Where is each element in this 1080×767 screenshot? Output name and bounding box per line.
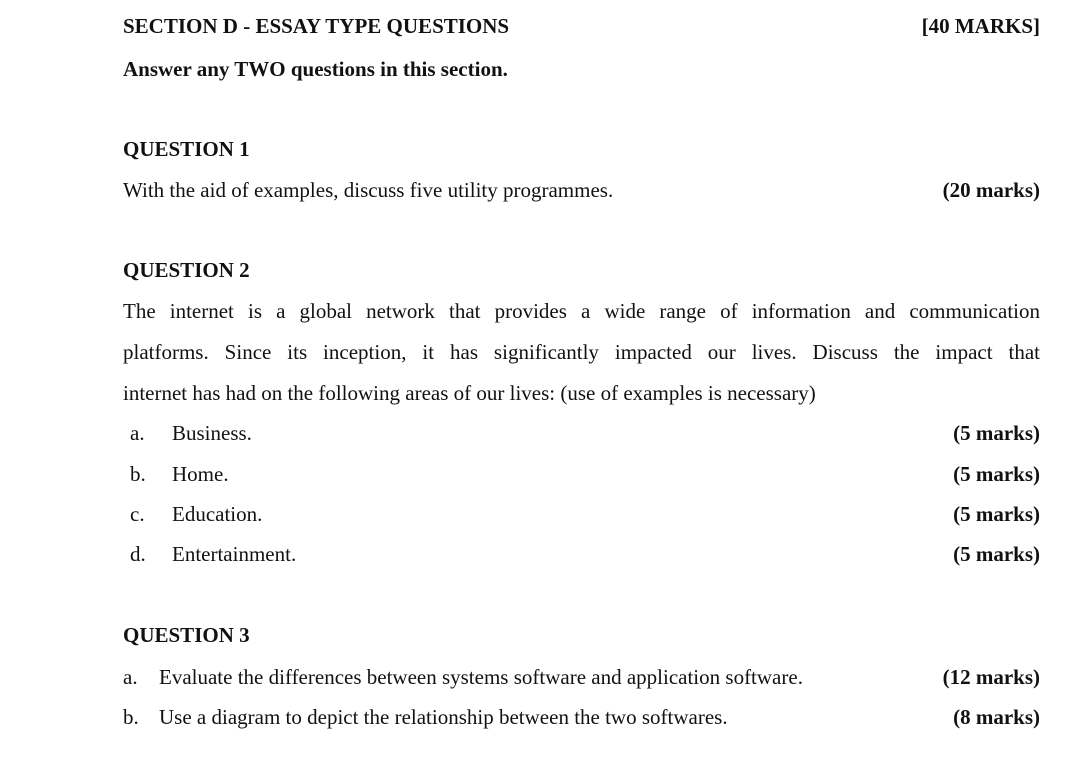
item-letter: c.	[130, 502, 145, 526]
item-letter: b.	[130, 462, 146, 486]
item-text: Entertainment.	[172, 542, 297, 566]
question-2-item-d	[123, 542, 1040, 567]
item-text: Home.	[172, 462, 229, 486]
item-c-left	[123, 502, 262, 527]
question-2-paragraph-line-2: platforms. Since its inception, it has significantly impacted our lives. Discuss the impact that	[123, 340, 1040, 364]
section-instruction: Answer any TWO questions in this section.	[123, 57, 508, 81]
item-marks: (5 marks)	[953, 421, 1040, 445]
exam-page	[123, 0, 1040, 767]
question-2-item-b	[123, 462, 1040, 487]
item-a-left	[123, 421, 252, 446]
item-marks: (12 marks)	[942, 665, 1040, 689]
section-instruction-row	[123, 57, 1040, 82]
section-header	[123, 14, 1040, 39]
question-3-item-b	[123, 705, 1040, 730]
item-a-left	[123, 665, 803, 690]
section-total-marks: [40 MARKS]	[921, 14, 1040, 38]
item-text: Business.	[172, 421, 252, 445]
question-3-item-a	[123, 665, 1040, 690]
question-3-heading: QUESTION 3	[123, 623, 250, 647]
question-1-heading: QUESTION 1	[123, 137, 250, 161]
item-letter: d.	[130, 542, 146, 566]
question-1-text: With the aid of examples, discuss five utility programmes.	[123, 178, 614, 202]
item-letter: a.	[123, 665, 138, 689]
item-marks: (5 marks)	[953, 542, 1040, 566]
question-1-heading-row	[123, 137, 1040, 162]
item-marks: (5 marks)	[953, 502, 1040, 526]
question-2-heading-row	[123, 258, 1040, 283]
item-text: Use a diagram to depict the relationship between the two softwares.	[159, 705, 728, 729]
item-marks: (5 marks)	[953, 462, 1040, 486]
item-marks: (8 marks)	[953, 705, 1040, 729]
question-2-heading: QUESTION 2	[123, 258, 250, 282]
question-2-item-a	[123, 421, 1040, 446]
item-b-left	[123, 705, 728, 730]
question-1-row	[123, 178, 1040, 203]
question-2-item-c	[123, 502, 1040, 527]
question-2-paragraph-line-1: The internet is a global network that provides a wide range of information and communication	[123, 299, 1040, 323]
item-letter: b.	[123, 705, 139, 729]
section-title: SECTION D - ESSAY TYPE QUESTIONS	[123, 14, 510, 38]
item-text: Education.	[172, 502, 263, 526]
item-d-left	[123, 542, 296, 567]
item-text: Evaluate the differences between systems software and application software.	[159, 665, 803, 689]
item-letter: a.	[130, 421, 145, 445]
question-2-paragraph-line-3: internet has had on the following areas of our lives: (use of examples is necessary)	[123, 381, 816, 405]
question-1-marks: (20 marks)	[942, 178, 1040, 202]
item-b-left	[123, 462, 229, 487]
question-3-heading-row	[123, 623, 1040, 648]
